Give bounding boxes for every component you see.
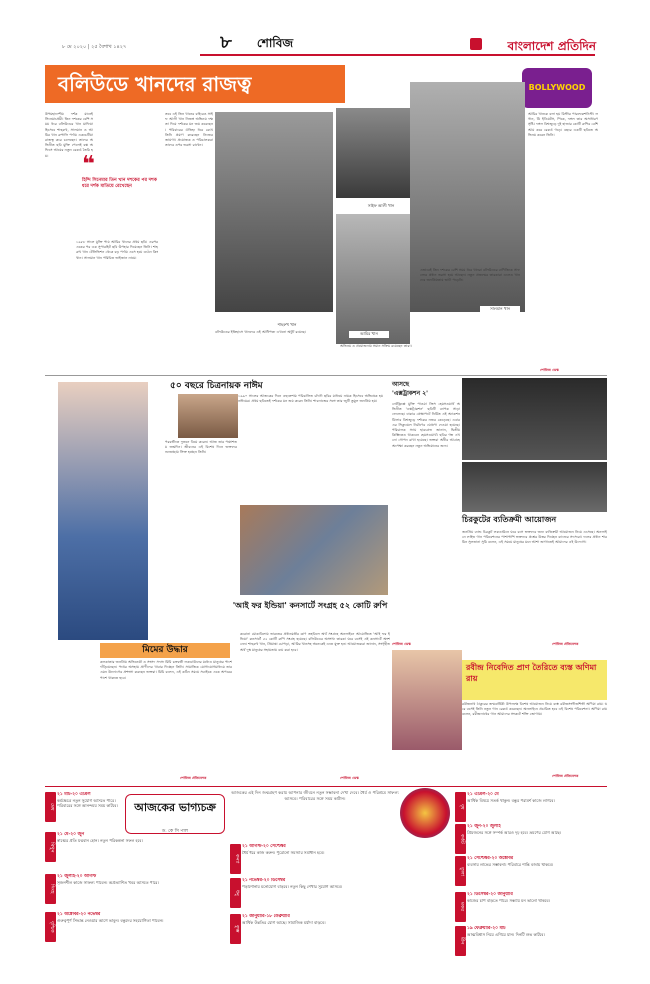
caption-aamir: আমির খান bbox=[349, 331, 389, 338]
horoscope-sign-text: আত্মবিশ্বাস নিয়ে এগিয়ে যান। দিনটি শুভ কাটবে। bbox=[467, 931, 545, 937]
naim-photo bbox=[178, 394, 238, 438]
horoscope-sign-label: কন্যা bbox=[230, 844, 241, 874]
horoscope-title: আজকের ভাগ্যচক্র bbox=[125, 794, 225, 834]
horoscope-sign-text: গুরুত্বপূর্ণ সিদ্ধান্ত নেওয়ার আগে ভাবুন। বন্ধুদের সহযোগিতা পাবেন। bbox=[57, 917, 164, 923]
khan-column-2: ১৯৮৮ সালে মুক্তি পায় আমির খানের প্রথম ছবি। এরপর একের পর এক সুপারহিট ছবি উপহার দিয়েছেন তিনি। শাহরুখ খান টেলিভিশন থেকে বড় পর্দায় এসে হয়ে ওঠেন কিং খান। সালমান খান পরিচিত ভাইজান নামে। bbox=[76, 240, 158, 260]
rabindra-byline: শোবিজ প্রতিবেদক bbox=[552, 774, 579, 778]
horoscope-sign bbox=[57, 874, 223, 910]
horoscope-sign-dates: ২১ এপ্রিল-২০ মে bbox=[467, 792, 499, 797]
khan-column-8: অভিনয় ও প্রযোজনায় সমান সক্রিয় রয়েছেন তারা। bbox=[340, 344, 412, 348]
khan-column-7: এভাবেই তিন দশকের বেশি সময় ধরে খানরা বলিউডের বাণিজ্যিক সাফল্যের প্রধান ভরসা হয়ে আছেন। নতুন প্রজন্মের তারকারা এলেও খানদের জনপ্রিয়তায় ভাটা পড়েনি। bbox=[420, 268, 520, 283]
mimi-photo bbox=[58, 382, 148, 640]
quote-mark-icon: ❝ bbox=[82, 152, 95, 177]
horoscope-sign-text: ধৈর্য ধরে কাজ করুন। পুরোনো সমস্যার সমাধান হবে। bbox=[242, 849, 325, 855]
concert-collage bbox=[240, 505, 388, 595]
naim-headline: ৫০ বছরে চিত্রনায়ক নাঈম bbox=[170, 381, 263, 391]
horoscope-sign-text: ব্যবসায় লাভের সম্ভাবনা। পরিবারে শান্তি বজায় থাকবে। bbox=[467, 861, 554, 867]
horoscope-intro: আজকের এই দিন জন্মগ্রহণ করায় আপনার জীবনে নতুন সম্ভাবনা দেখা দেবে। ধৈর্য ও পরিশ্রমে সাফল্য আসবে। পরিবারের সঙ্গে সময় কাটান। bbox=[231, 790, 399, 801]
extraction-title: 'এক্সট্রাকশন ২' bbox=[392, 390, 428, 397]
horoscope-sign bbox=[242, 878, 453, 912]
horoscope-sign-text: কাজের চাপ বাড়তে পারে। সন্ধ্যায় মন ভালো থাকবে। bbox=[467, 897, 551, 903]
khan-column-1: উপমহাদেশীয় দর্শক মানেই সিনেমাপ্রেমী। তিন দশকের বেশি সময় ধরে বলিউডের খান মাফিয়া হিসেবে শাহরুখ, সালমান ও আমির খান রুপালি পর্দায় একচেটিয়া রাজত্ব করে চলেছেন। তাদের অভিনীত ছবি মুক্তি পেলেই বক্স অফিসে আয়ের নতুন রেকর্ড তৈরি হয়। bbox=[45, 112, 93, 158]
horoscope-sign bbox=[57, 832, 223, 872]
horoscope-sign bbox=[467, 856, 605, 890]
horoscope-sign-dates: ২১ নভেম্বর-২০ ডিসেম্বর bbox=[242, 878, 286, 883]
horoscope-sign-dates: ২১ জুলাই-২০ আগস্ট bbox=[57, 874, 97, 879]
horoscope-sign-text: আর্থিক উন্নতির যোগ আছে। সামাজিক মর্যাদা বাড়বে। bbox=[242, 919, 326, 925]
issue-date: ৮ মে ২০২০ | ২৫ বৈশাখ ১৪২৭ bbox=[62, 44, 127, 50]
caption-saif: সাইফ আলী খান bbox=[356, 203, 406, 210]
concert-byline: শোবিজ ডেস্ক bbox=[340, 776, 359, 780]
section-divider bbox=[45, 375, 607, 376]
horoscope-sign-label: মেষ bbox=[45, 792, 56, 822]
khan-byline: শোবিজ ডেস্ক bbox=[540, 368, 559, 372]
horoscope-sign bbox=[57, 792, 121, 830]
horoscope-sign-label: সিংহ bbox=[45, 874, 56, 904]
shahrukh-photo bbox=[215, 112, 333, 312]
horoscope-rule bbox=[45, 786, 607, 787]
horoscope-sign-text: সৃজনশীল কাজে সাফল্য পাবেন। অপ্রত্যাশিত খবর আসতে পারে। bbox=[57, 879, 159, 885]
horoscope-sign-label: বৃষ bbox=[455, 792, 466, 822]
horoscope-sign-label: মিথুন bbox=[45, 832, 56, 862]
horoscope-sign-dates: ১৯ ফেব্রুয়ারি-২০ মার্চ bbox=[467, 926, 506, 931]
horoscope-sign-dates: ২১ ডিসেম্বর-২০ জানুয়ারি bbox=[467, 892, 513, 897]
rabindra-body: রবীন্দ্রনাথ ঠাকুরের জন্মবার্ষিকী উপলক্ষে বিশেষ আয়োজন নিয়ে ব্যস্ত রবীন্দ্রসংগীতশিল্পী অণিমা রায়। ঘরে বসেই তিনি নতুন গান রেকর্ড করেছেন। অনলাইনে প্রচারিত হবে এই বিশেষ পরিবেশনা। অণিমা রায় বলেন, রবীন্দ্রনাথের গান আমাদের সংকটে শক্তি জোগায়। bbox=[462, 702, 607, 717]
horoscope-sign-label: মীন bbox=[455, 926, 466, 956]
mimi-byline: শোবিজ প্রতিবেদক bbox=[180, 776, 207, 780]
khan-column-4: বলিউডের ইতিহাসে খানদের এই আধিপত্য এখনো অটুট রয়েছে। bbox=[215, 330, 306, 334]
khan-headline: বলিউডে খানদের রাজত্ব bbox=[58, 72, 252, 96]
horoscope-sign-dates: ২১ অক্টোবর-২০ নভেম্বর bbox=[57, 912, 101, 917]
aamir-photo bbox=[336, 214, 410, 344]
horoscope-sign-dates: ২১ সেপ্টেম্বর-২০ অক্টোবর bbox=[467, 856, 514, 861]
horoscope-sign bbox=[467, 792, 605, 822]
pull-quote: হিন্দি সিনেমার তিন খান দশকের পর দশক ধরে দর্শক মাতিয়ে রেখেছেন bbox=[82, 178, 157, 190]
horoscope-sign-label: কুম্ভ bbox=[230, 914, 241, 944]
horoscope-sign-dates: ২১ মে-২০ জুন bbox=[57, 832, 85, 837]
concert-body: করোনা মোকাবিলায় ভারতের প্রধানমন্ত্রীর ত্রাণ তহবিলে অর্থ সংগ্রহে অনলাইনে আয়োজিত 'আই ফর ইন্ডিয়া' কনসার্টে ৫২ কোটি রুপি সংগ্রহ হয়েছে। বলিউডের অসংখ্য তারকা ঘরে বসেই এই কনসার্টে অংশ নেন। শাহরুখ খান, প্রিয়াঙ্কা চোপড়া, আমির খানসহ অনেকেই এতে যুক্ত হন। আয়োজকরা জানান, সংগৃহীত অর্থ দুস্থ মানুষের সহায়তায় ব্যয় করা হবে। bbox=[240, 632, 390, 652]
bollywood-badge: BOLLYWOOD bbox=[522, 68, 592, 108]
horoscope-sign-label: মকর bbox=[455, 892, 466, 922]
horoscope-sign-label: ধনু bbox=[230, 878, 241, 908]
horoscope-sign-dates: ২১ মার্চ-২০ এপ্রিল bbox=[57, 792, 91, 797]
horoscope-author: ড. কে সি পাল bbox=[162, 829, 188, 834]
chirkut-photo bbox=[462, 462, 607, 512]
naim-body-2: পরবর্তীতে দুজনে বিয়ে করেন। আজ তার পঞ্চাশতম জন্মদিন। জীবনের এই বিশেষ দিনে ভক্তদের শুভেচ্ছায় সিক্ত হচ্ছেন তিনি। bbox=[165, 440, 237, 455]
horoscope-sign bbox=[467, 892, 605, 924]
horoscope-sign-text: আর্থিক বিষয়ে সতর্ক থাকুন। বন্ধুর পরামর্শ কাজে লাগবে। bbox=[467, 797, 555, 803]
horoscope-sign-label: তুলা bbox=[455, 856, 466, 886]
horoscope-sign-label: বৃশ্চিক bbox=[45, 912, 56, 942]
horoscope-sign bbox=[242, 914, 453, 948]
chirkut-byline: শোবিজ প্রতিবেদক bbox=[552, 642, 579, 646]
chirkut-headline: চিরকুটের ব্যতিক্রমী আয়োজন bbox=[462, 515, 557, 524]
mimi-headline: মিমের উদ্ধার bbox=[100, 643, 230, 658]
section-title: শোবিজ bbox=[252, 34, 298, 52]
caption-salman: সালমান খান bbox=[480, 306, 520, 313]
extraction-photo bbox=[462, 378, 607, 460]
saif-photo bbox=[336, 108, 412, 198]
anima-photo bbox=[392, 650, 462, 750]
newspaper-logo: বাংলাদেশ প্রতিদিন bbox=[507, 39, 596, 53]
extraction-byline: শোবিজ ডেস্ক bbox=[392, 642, 411, 646]
khan-column-6: আমির খানকে বলা হয় মিস্টার পারফেকশনিস্ট। লগান, থ্রি ইডিয়টস, পিকে, দঙ্গল তার অসাধারণ সৃষ্টি। দঙ্গল বিশ্বজুড়ে দুই হাজার কোটি রুপির বেশি আয় করে রেকর্ড গড়ে। বছরে একটি ছবিতে অভিনয় করেন তিনি। bbox=[528, 112, 598, 137]
horoscope-sign-label: কর্কট bbox=[455, 824, 466, 854]
horoscope-sign bbox=[467, 824, 605, 854]
horoscope-sign-text: কর্মক্ষেত্রে নতুন সুযোগ আসতে পারে। পরিবারের সঙ্গে আনন্দময় সময় কাটবে। bbox=[57, 797, 118, 809]
page-number: ৮ bbox=[206, 32, 246, 54]
naim-body: ১৯৯০ সালের আজকের দিনে এহতেশাম পরিচালিত চাঁদনী ছবির মাধ্যমে নায়ক হিসেবে অভিষেক হয় নাঈমের। প্রথম ছবিতেই দর্শকের মন জয় করেন তিনি। শাবনাজের সঙ্গে তার জুটি তুমুল জনপ্রিয় হয়। bbox=[238, 394, 383, 404]
extraction-body: নেটফ্লিক্সে মুক্তি পাওয়া ক্রিস হেমসওয়ার্থ অভিনীত 'এক্সট্রাকশন' ছবিটি ব্যাপক সাড়া ফেলেছে। ঢাকার প্রেক্ষাপটে নির্মিত এই অ্যাকশন থ্রিলার বিশ্বজুড়ে দর্শকের নজর কেড়েছে। এবার এর সিক্যুয়েল নির্মাণের ঘোষণা দেওয়া হয়েছে। পরিচালক স্যাম হারগ্রেভ জানান, দ্বিতীয় কিস্তিতেও থাকবেন হেমসওয়ার্থ। ছবির গল্প এখনো গোপন রাখা হয়েছে। ভক্তরা অধীর আগ্রহে অপেক্ষা করছেন নতুন অভিযানের জন্য। bbox=[392, 402, 460, 448]
extraction-kicker: আসছে bbox=[392, 381, 410, 388]
concert-headline: 'আই ফর ইন্ডিয়া' কনসার্টে সংগ্রহ ৫২ কোটি রুপি bbox=[232, 601, 388, 610]
khan-column-3: তবে এই তিন খানের বাইরেও সাইফ আলী খান নিজস্ব অভিনয় দক্ষতা দিয়ে দর্শকের মন জয় করেছেন। পরিবারের ঐতিহ্য ধরে রেখে তিনি প্রমাণ করেছেন নিজের জায়গা। প্রযোজক ও পরিচালকরা তাদের ওপর ভরসা রাখেন। bbox=[165, 112, 213, 148]
horoscope-sign-text: প্রিয়জনের সঙ্গে সম্পর্ক আরও দৃঢ় হবে। ভ্রমণের যোগ আছে। bbox=[467, 829, 562, 835]
horoscope-sign-dates: ২১ আগস্ট-২০ সেপ্টেম্বর bbox=[242, 844, 286, 849]
extraction-headline bbox=[392, 380, 462, 400]
horoscope-sign-dates: ২১ জানুয়ারি-১৮ ফেব্রুয়ারি bbox=[242, 914, 290, 919]
horoscope-sign-dates: ২১ জুন-২০ জুলাই bbox=[467, 824, 501, 829]
horoscope-sign-text: পড়াশোনায় মনোযোগ বাড়বে। নতুন কিছু শেখার সুযোগ আসবে। bbox=[242, 883, 343, 889]
horoscope-sign bbox=[467, 926, 605, 960]
mimi-body: কলকাতার জনপ্রিয় অভিনেত্রী ও সংসদ সদস্য মিমি চক্রবর্তী লকডাউনের মধ্যেও মানুষের পাশে দাঁড়িয়েছেন। পথের অসহায় প্রাণীদের খাবার দিচ্ছেন তিনি। সামাজিক যোগাযোগমাধ্যমে তার এমন উদ্যোগের প্রশংসা করছেন ভক্তরা। মিমি বলেন, এই কঠিন সময়ে সবাইকে একে অপরের পাশে থাকতে হবে। bbox=[100, 660, 232, 680]
caption-shahrukh: শাহরুখ খান bbox=[262, 322, 312, 329]
chirkut-body: জনপ্রিয় ব্যান্ড চিরকুট লকডাউনে ঘরে বসে ভক্তদের জন্য ব্যতিক্রমী আয়োজন নিয়ে এসেছে। অনলাইনে লাইভ গান পরিবেশনের পাশাপাশি ভক্তদের প্রশ্নের উত্তর দিচ্ছেন ব্যান্ডের সদস্যরা। দলের প্রধান শারমিন সুলতানা সুমি বলেন, এই সময়ে মানুষের মনে আশা জাগাতেই আমাদের এই উদ্যোগ। bbox=[462, 530, 607, 545]
zodiac-wheel-icon bbox=[400, 788, 450, 838]
horoscope-sign-text: স্বাস্থ্যের প্রতি যত্নবান হোন। নতুন পরিকল্পনা সফল হবে। bbox=[57, 837, 143, 843]
horoscope-sign bbox=[242, 844, 453, 874]
rabindra-headline: রবীন্দ্র নিবেদিত প্রাণ তৈরিতে ব্যস্ত অণিমা রায় bbox=[466, 663, 597, 683]
horoscope-sign bbox=[57, 912, 223, 948]
